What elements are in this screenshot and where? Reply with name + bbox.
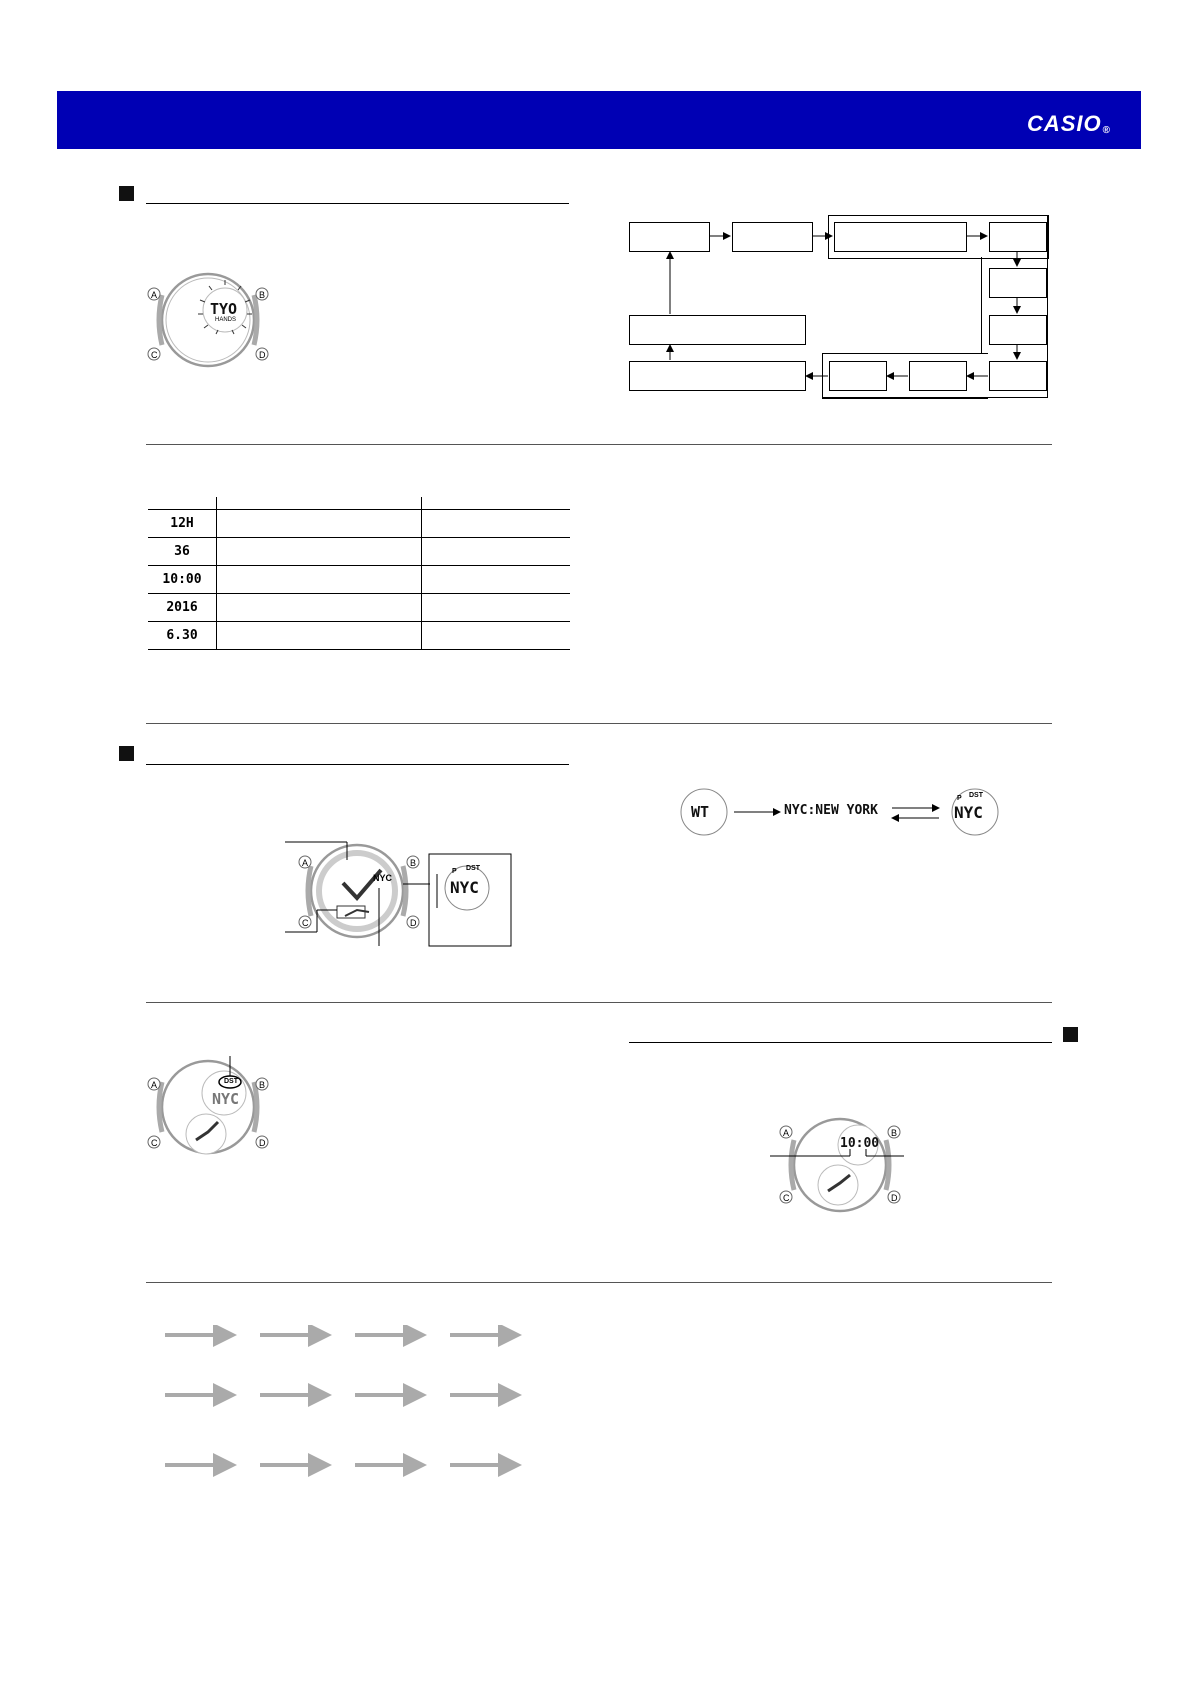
table-row — [148, 622, 570, 650]
hands-label: HANDS — [215, 317, 237, 323]
dst-indicator-seq: DST — [969, 792, 983, 799]
section-marker-2 — [119, 746, 134, 761]
svg-text:A: A — [151, 290, 158, 300]
svg-text:B: B — [259, 1080, 266, 1090]
dst-indicator: DST — [466, 865, 480, 872]
gray-arrow-rows — [160, 1325, 530, 1480]
section-rule-1 — [146, 203, 569, 204]
svg-text:C: C — [151, 1138, 158, 1148]
city-code-tyo: TYO — [210, 300, 238, 318]
digital-time: 10:00 — [840, 1136, 880, 1151]
watch-figure-3 — [146, 1050, 271, 1160]
lcd-36: 36 — [148, 538, 217, 566]
flow-arrows — [600, 200, 1070, 410]
svg-text:B: B — [410, 858, 417, 868]
lcd-1000: 10:00 — [148, 566, 217, 594]
svg-text:D: D — [259, 350, 266, 360]
p-indicator-seq: P — [957, 795, 962, 802]
section-rule-3 — [629, 1042, 1052, 1043]
city-scroll-text: NYC:NEW YORK — [784, 803, 878, 818]
svg-text:C: C — [302, 918, 309, 928]
city-code-small: NYC — [373, 873, 393, 883]
svg-text:A: A — [302, 858, 309, 868]
table-row — [148, 594, 570, 622]
section-divider-4 — [146, 1282, 1052, 1283]
table-row — [148, 538, 570, 566]
section-divider-1 — [146, 444, 1052, 445]
mode-code-wt: WT — [691, 803, 710, 821]
p-indicator: P — [452, 868, 457, 875]
table-row — [148, 566, 570, 594]
dst-indicator-fig3: DST — [224, 1078, 238, 1085]
section-divider-3 — [146, 1002, 1052, 1003]
city-code-nyc-fig3: NYC — [212, 1090, 240, 1108]
section-rule-2 — [146, 764, 569, 765]
svg-text:A: A — [151, 1080, 158, 1090]
table-row — [148, 510, 570, 538]
settings-table — [148, 497, 570, 650]
watch-figure-4 — [770, 1115, 910, 1215]
watch-figure-2 — [285, 838, 515, 948]
svg-text:C: C — [151, 350, 158, 360]
city-code-nyc: NYC — [450, 878, 479, 897]
section-divider-2 — [146, 723, 1052, 724]
table-header-cell — [217, 497, 422, 510]
header-bar — [57, 91, 1141, 149]
lcd-630: 6.30 — [148, 622, 217, 650]
table-header-cell — [148, 497, 217, 510]
section-marker-1 — [119, 186, 134, 201]
svg-text:B: B — [891, 1128, 898, 1138]
svg-text:C: C — [783, 1193, 790, 1203]
section-marker-3 — [1063, 1027, 1078, 1042]
svg-text:D: D — [410, 918, 417, 928]
svg-text:D: D — [891, 1193, 898, 1203]
lcd-12h: 12H — [148, 510, 217, 538]
svg-text:D: D — [259, 1138, 266, 1148]
watch-figure-1 — [146, 270, 271, 370]
casio-logo: CASIO® — [1026, 111, 1111, 136]
lcd-2016: 2016 — [148, 594, 217, 622]
city-code-nyc-seq: NYC — [954, 803, 983, 822]
table-header-cell — [422, 497, 571, 510]
svg-text:A: A — [783, 1128, 790, 1138]
svg-text:B: B — [259, 290, 266, 300]
